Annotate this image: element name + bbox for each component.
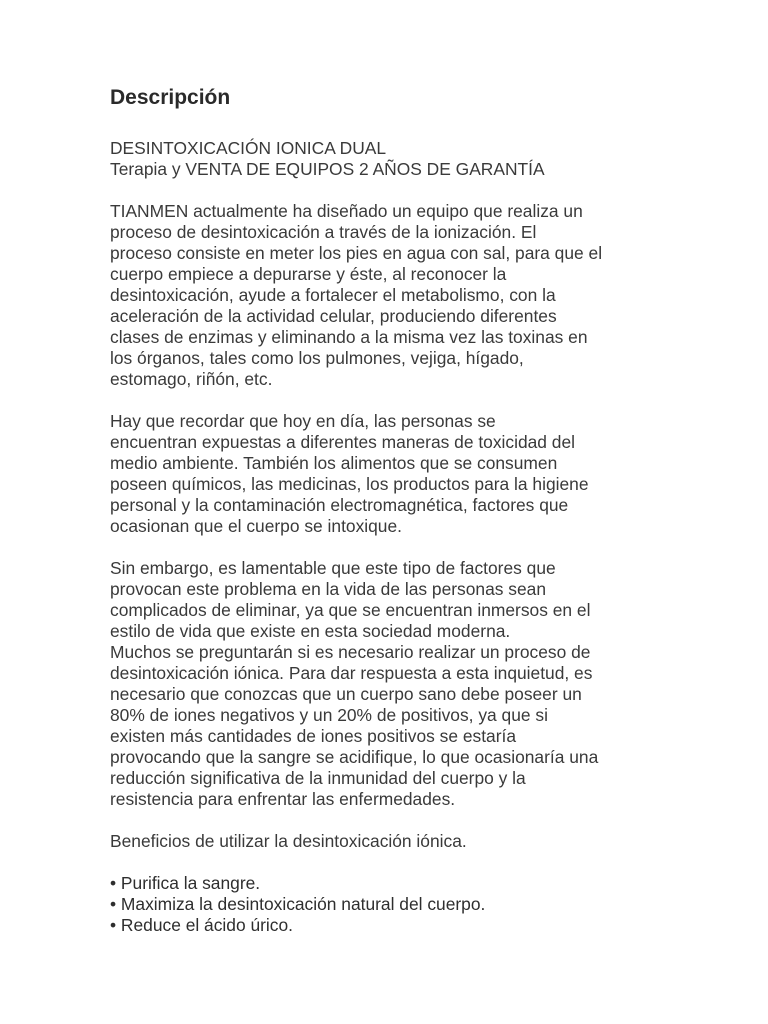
text-line: estomago, riñón, etc. <box>110 369 273 389</box>
text-line: estilo de vida que existe en esta sociedad moderna. <box>110 621 511 641</box>
paragraph-3 <box>110 558 670 810</box>
text-line: desintoxicación iónica. Para dar respuesta a esta inquietud, es <box>110 663 593 683</box>
text-line: proceso consiste en meter los pies en agua con sal, para que el <box>110 243 603 263</box>
text-line: encuentran expuestas a diferentes maneras de toxicidad del <box>110 432 576 452</box>
text-line: 80% de iones negativos y un 20% de positivos, ya que si <box>110 705 548 725</box>
list-item: • Purifica la sangre. <box>110 873 261 893</box>
text-line: TIANMEN actualmente ha diseñado un equipo que realiza un <box>110 201 583 221</box>
text-line: personal y la contaminación electromagnética, factores que <box>110 495 569 515</box>
text-line: complicados de eliminar, ya que se encuentran inmersos en el <box>110 600 591 620</box>
text-line: provocan este problema en la vida de las personas sean <box>110 579 547 599</box>
document-page <box>110 84 670 957</box>
paragraph-4 <box>110 831 670 852</box>
text-line: resistencia para enfrentar las enfermedades. <box>110 789 456 809</box>
text-line: poseen químicos, las medicinas, los productos para la higiene <box>110 474 589 494</box>
paragraph-2 <box>110 411 670 537</box>
paragraph-1 <box>110 201 670 390</box>
intro-line: Terapia y VENTA DE EQUIPOS 2 AÑOS DE GARANTÍA <box>110 159 545 179</box>
text-line: clases de enzimas y eliminando a la misma vez las toxinas en <box>110 327 588 347</box>
text-line: desintoxicación, ayude a fortalecer el metabolismo, con la <box>110 285 556 305</box>
text-line: reducción significativa de la inmunidad del cuerpo y la <box>110 768 526 788</box>
intro-paragraph <box>110 138 670 180</box>
list-item: • Maximiza la desintoxicación natural del cuerpo. <box>110 894 486 914</box>
text-line: aceleración de la actividad celular, produciendo diferentes <box>110 306 557 326</box>
text-line: necesario que conozcas que un cuerpo sano debe poseer un <box>110 684 582 704</box>
text-line: Beneficios de utilizar la desintoxicación iónica. <box>110 831 467 851</box>
benefits-list <box>110 873 670 936</box>
text-line: proceso de desintoxicación a través de la ionización. El <box>110 222 537 242</box>
text-line: ocasionan que el cuerpo se intoxique. <box>110 516 402 536</box>
text-line: Muchos se preguntarán si es necesario realizar un proceso de <box>110 642 591 662</box>
intro-line: DESINTOXICACIÓN IONICA DUAL <box>110 138 387 158</box>
text-line: existen más cantidades de iones positivos se estaría <box>110 726 517 746</box>
text-line: cuerpo empiece a depurarse y éste, al reconocer la <box>110 264 507 284</box>
text-line: Sin embargo, es lamentable que este tipo de factores que <box>110 558 556 578</box>
text-line: los órganos, tales como los pulmones, vejiga, hígado, <box>110 348 524 368</box>
text-line: Hay que recordar que hoy en día, las personas se <box>110 411 496 431</box>
page-title: Descripción <box>110 86 231 109</box>
text-line: provocando que la sangre se acidifique, lo que ocasionaría una <box>110 747 599 767</box>
text-line: medio ambiente. También los alimentos que se consumen <box>110 453 558 473</box>
list-item: • Reduce el ácido úrico. <box>110 915 293 935</box>
